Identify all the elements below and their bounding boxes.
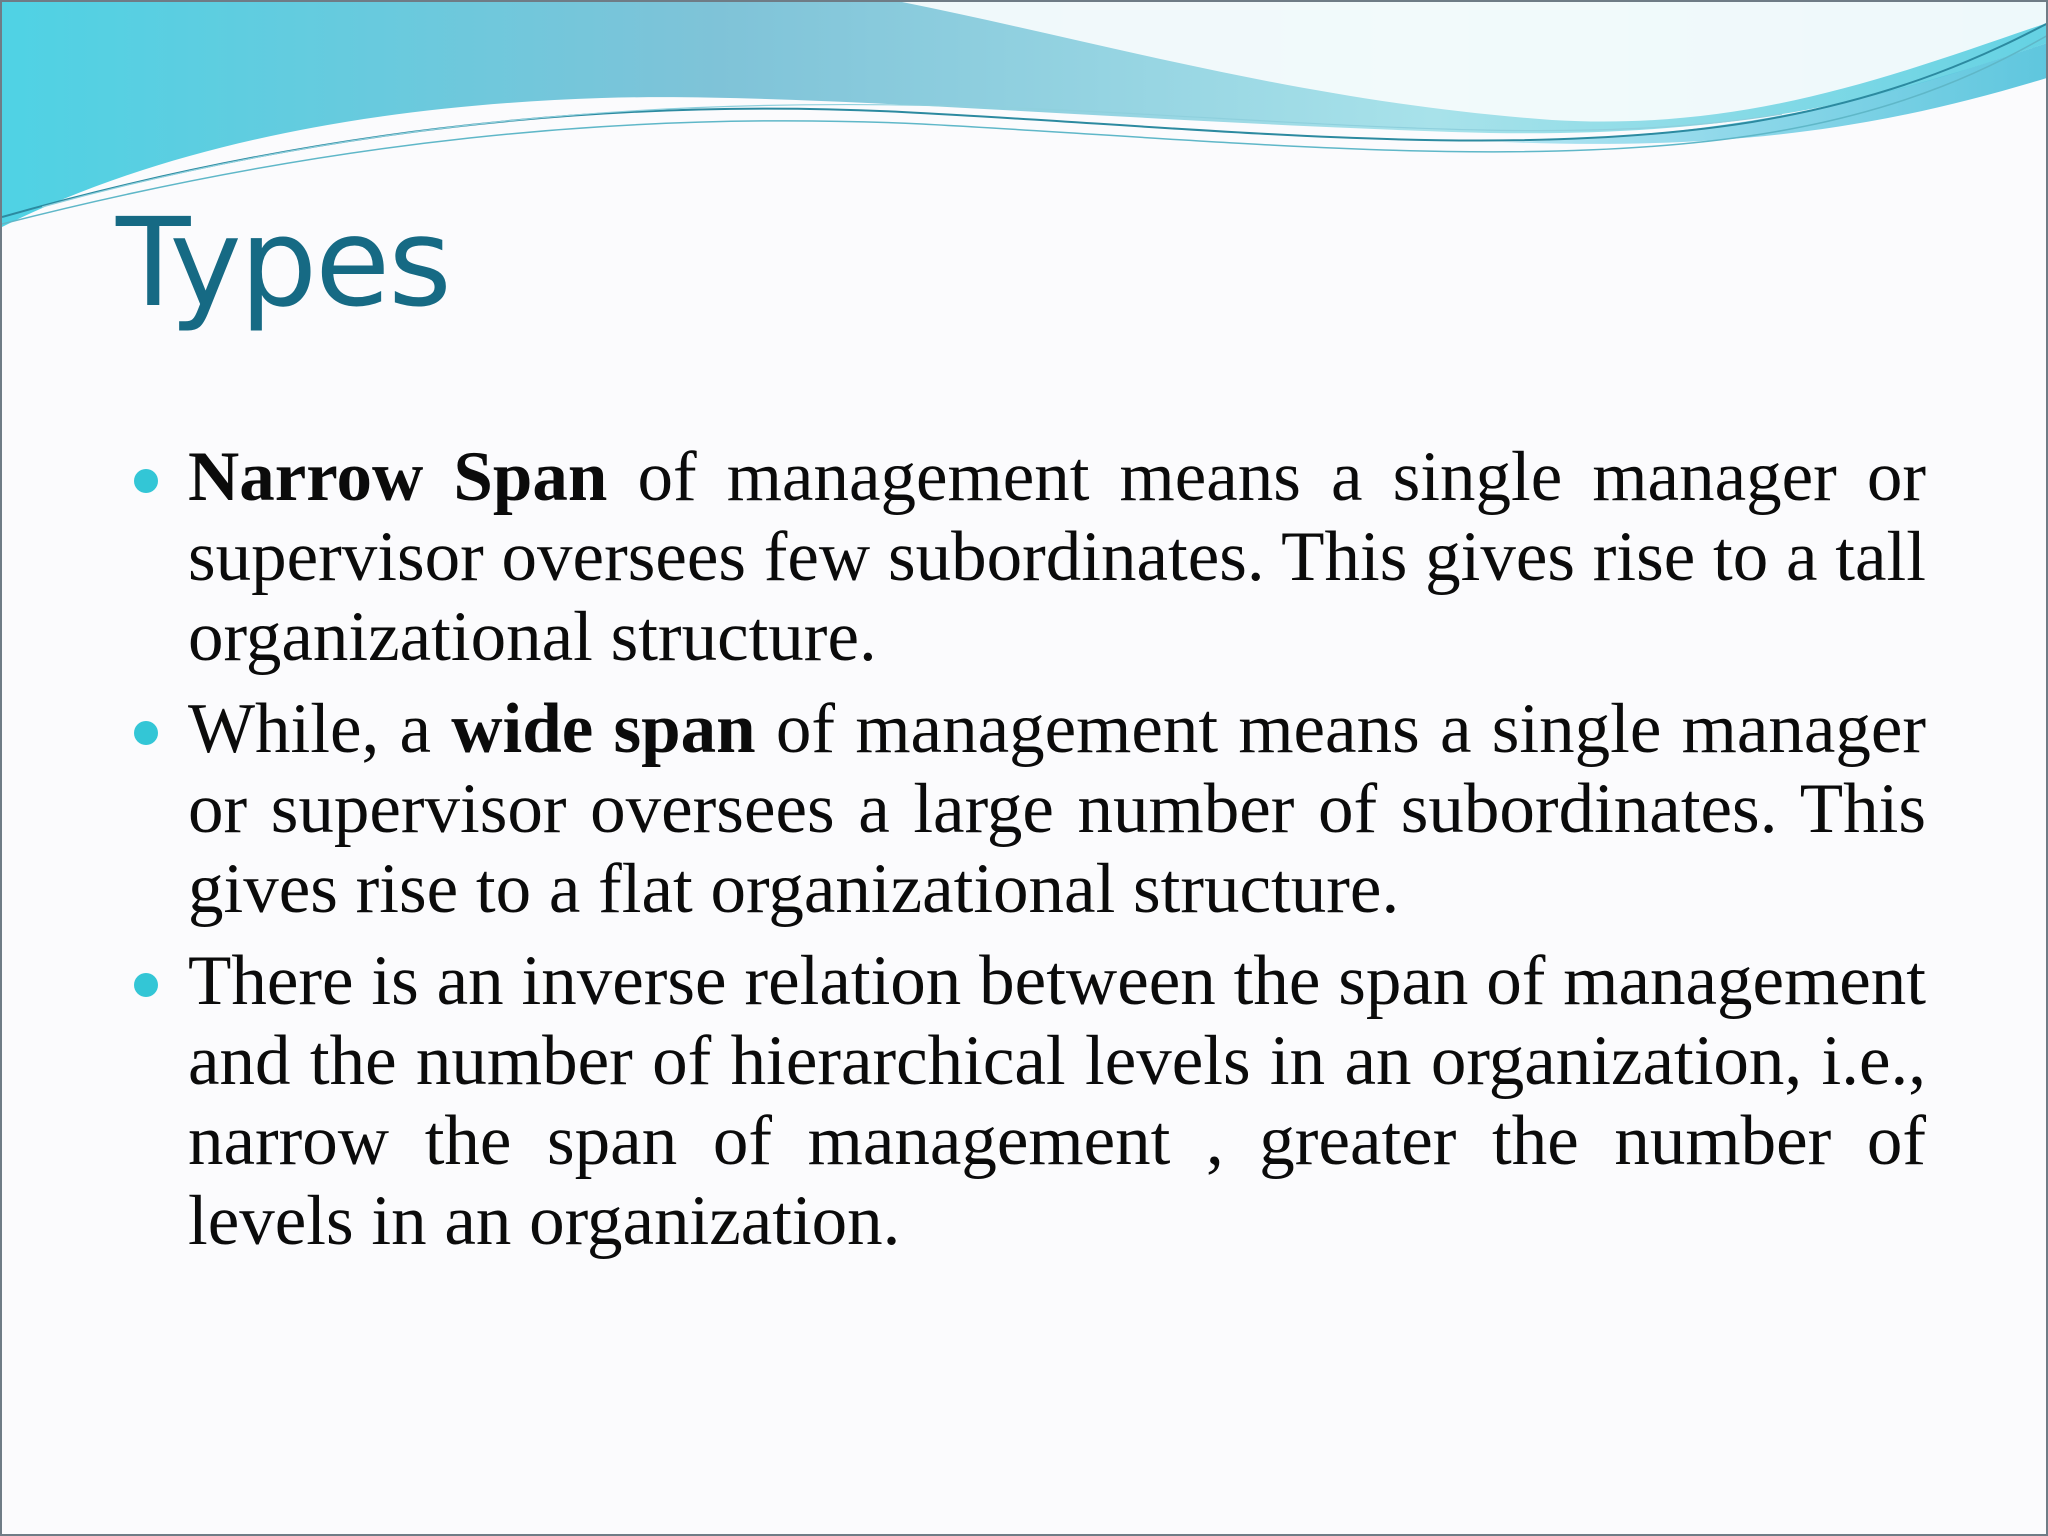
bullet-body-before: While, a (188, 690, 452, 768)
bullet-bold-term: Narrow Span (188, 438, 608, 516)
slide-title: Types (116, 192, 450, 334)
bullet-item (126, 941, 1926, 1261)
bullet-text (188, 941, 1926, 1261)
bullet-item (126, 689, 1926, 929)
bullet-body: of management means a single manager or supervisor oversees few subordinates. This gives rise to a tall organizational structure. (188, 438, 1926, 676)
bullet-item (126, 437, 1926, 677)
bullet-dot-icon (134, 469, 158, 493)
bullet-bold-term: wide span (451, 690, 756, 768)
bullet-text (188, 689, 1926, 929)
bullet-body-after: of management means a single manager or supervisor oversees a large number of subordinates. This gives rise to a flat organizational structure. (188, 690, 1927, 928)
bullet-text (188, 437, 1926, 677)
bullet-body: There is an inverse relation between the span of management and the number of hierarchical levels in an organization, i.e., narrow the span of management , greater the number of levels in an organization. (188, 942, 1926, 1260)
bullet-list (126, 437, 1926, 1273)
bullet-dot-icon (134, 721, 158, 745)
bullet-dot-icon (134, 973, 158, 997)
